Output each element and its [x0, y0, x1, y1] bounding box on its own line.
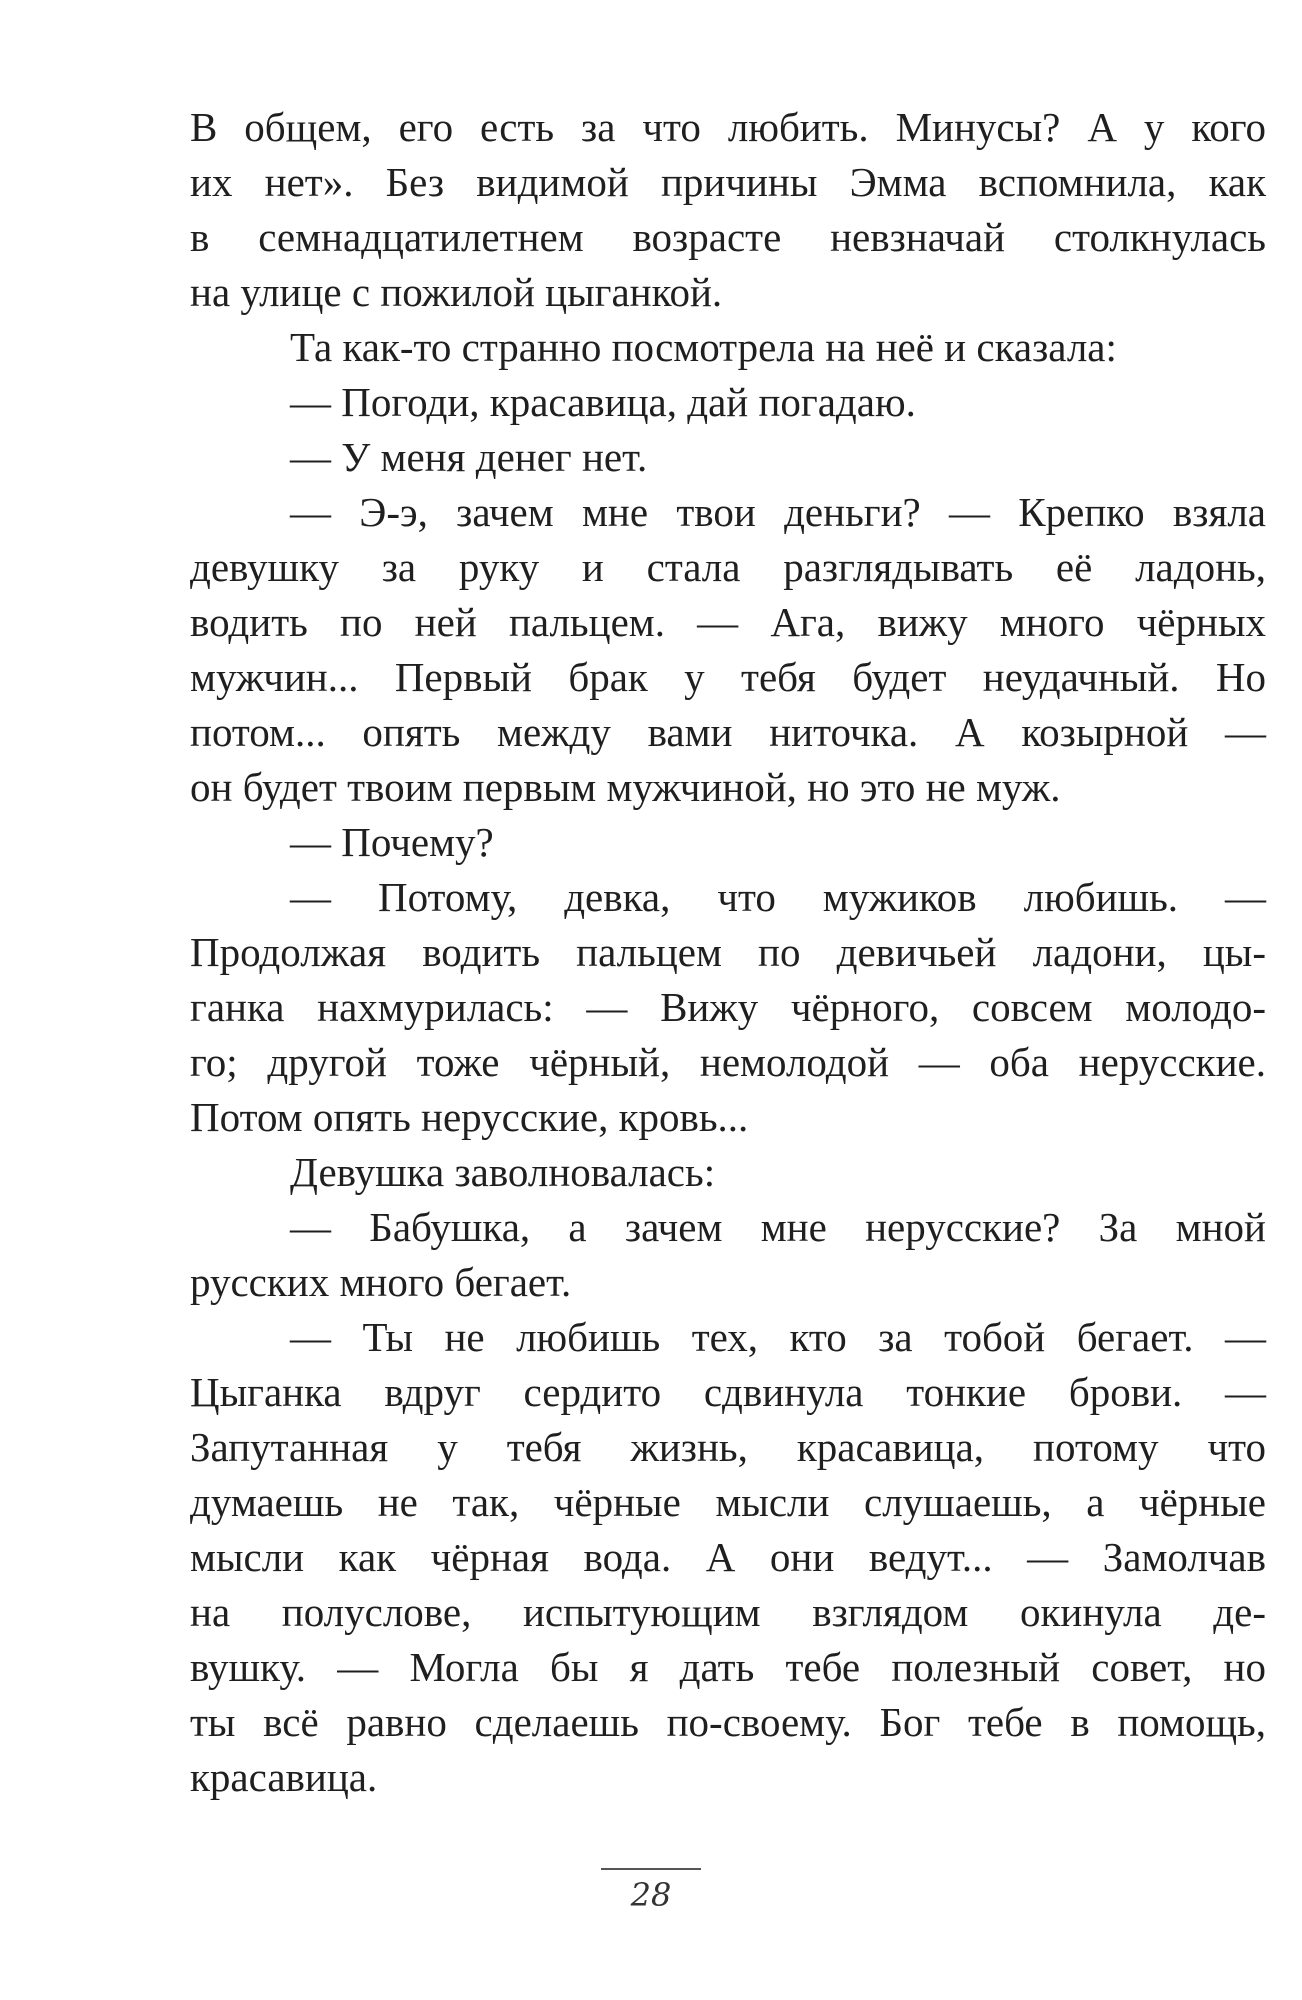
text-line: — Погоди, красавица, дай погадаю. [290, 379, 916, 425]
page-footer [0, 1868, 1302, 1914]
text-line: мысли как чёрная вода. А они ведут... — Замолчав [190, 1534, 1266, 1580]
text-line: Девушка заволновалась: [290, 1149, 716, 1195]
paragraph [190, 815, 1266, 870]
text-line: ганка нахмурилась: — Вижу чёрного, совсем молодо- [190, 984, 1266, 1030]
text-line: на полуслове, испытующим взглядом окинула де- [190, 1589, 1266, 1635]
page-number: 28 [630, 1876, 672, 1914]
paragraph [190, 320, 1266, 375]
book-page-text [190, 100, 1266, 1805]
text-line: — Ты не любишь тех, кто за тобой бегает. — [290, 1314, 1266, 1360]
text-line: — Почему? [290, 819, 494, 865]
paragraph [190, 485, 1266, 815]
footer-rule [601, 1868, 701, 1870]
paragraph [190, 100, 1266, 320]
text-line: девушку за руку и стала разглядывать её ладонь, [190, 544, 1266, 590]
text-line: красавица. [190, 1754, 378, 1800]
text-line: ты всё равно сделаешь по-своему. Бог тебе в помощь, [190, 1699, 1266, 1745]
text-line: русских много бегает. [190, 1259, 572, 1305]
text-line: го; другой тоже чёрный, немолодой — оба нерусские. [190, 1039, 1266, 1085]
text-line: в семнадцатилетнем возрасте невзначай столкнулась [190, 214, 1266, 260]
text-line: на улице с пожилой цыганкой. [190, 269, 723, 315]
paragraph [190, 870, 1266, 1145]
text-line: Продолжая водить пальцем по девичьей ладони, цы- [190, 929, 1266, 975]
paragraph [190, 1200, 1266, 1310]
text-line: мужчин... Первый брак у тебя будет неудачный. Но [190, 654, 1266, 700]
paragraph [190, 1145, 1266, 1200]
text-line: вушку. — Могла бы я дать тебе полезный совет, но [190, 1644, 1266, 1690]
text-line: водить по ней пальцем. — Ага, вижу много чёрных [190, 599, 1266, 645]
text-line: их нет». Без видимой причины Эмма вспомнила, как [190, 159, 1266, 205]
paragraph [190, 1310, 1266, 1805]
text-line: — Э-э, зачем мне твои деньги? — Крепко взяла [290, 489, 1266, 535]
text-line: Цыганка вдруг сердито сдвинула тонкие брови. — [190, 1369, 1266, 1415]
text-line: В общем, его есть за что любить. Минусы? А у кого [190, 104, 1266, 150]
paragraph [190, 375, 1266, 430]
text-line: Та как-то странно посмотрела на неё и сказала: [290, 324, 1117, 370]
paragraph [190, 430, 1266, 485]
text-line: потом... опять между вами ниточка. А козырной — [190, 709, 1266, 755]
text-line: — У меня денег нет. [290, 434, 648, 480]
text-line: — Бабушка, а зачем мне нерусские? За мной [290, 1204, 1266, 1250]
text-line: Потом опять нерусские, кровь... [190, 1094, 749, 1140]
text-line: Запутанная у тебя жизнь, красавица, потому что [190, 1424, 1266, 1470]
text-line: думаешь не так, чёрные мысли слушаешь, а чёрные [190, 1479, 1266, 1525]
text-line: он будет твоим первым мужчиной, но это не муж. [190, 764, 1061, 810]
text-line: — Потому, девка, что мужиков любишь. — [290, 874, 1266, 920]
